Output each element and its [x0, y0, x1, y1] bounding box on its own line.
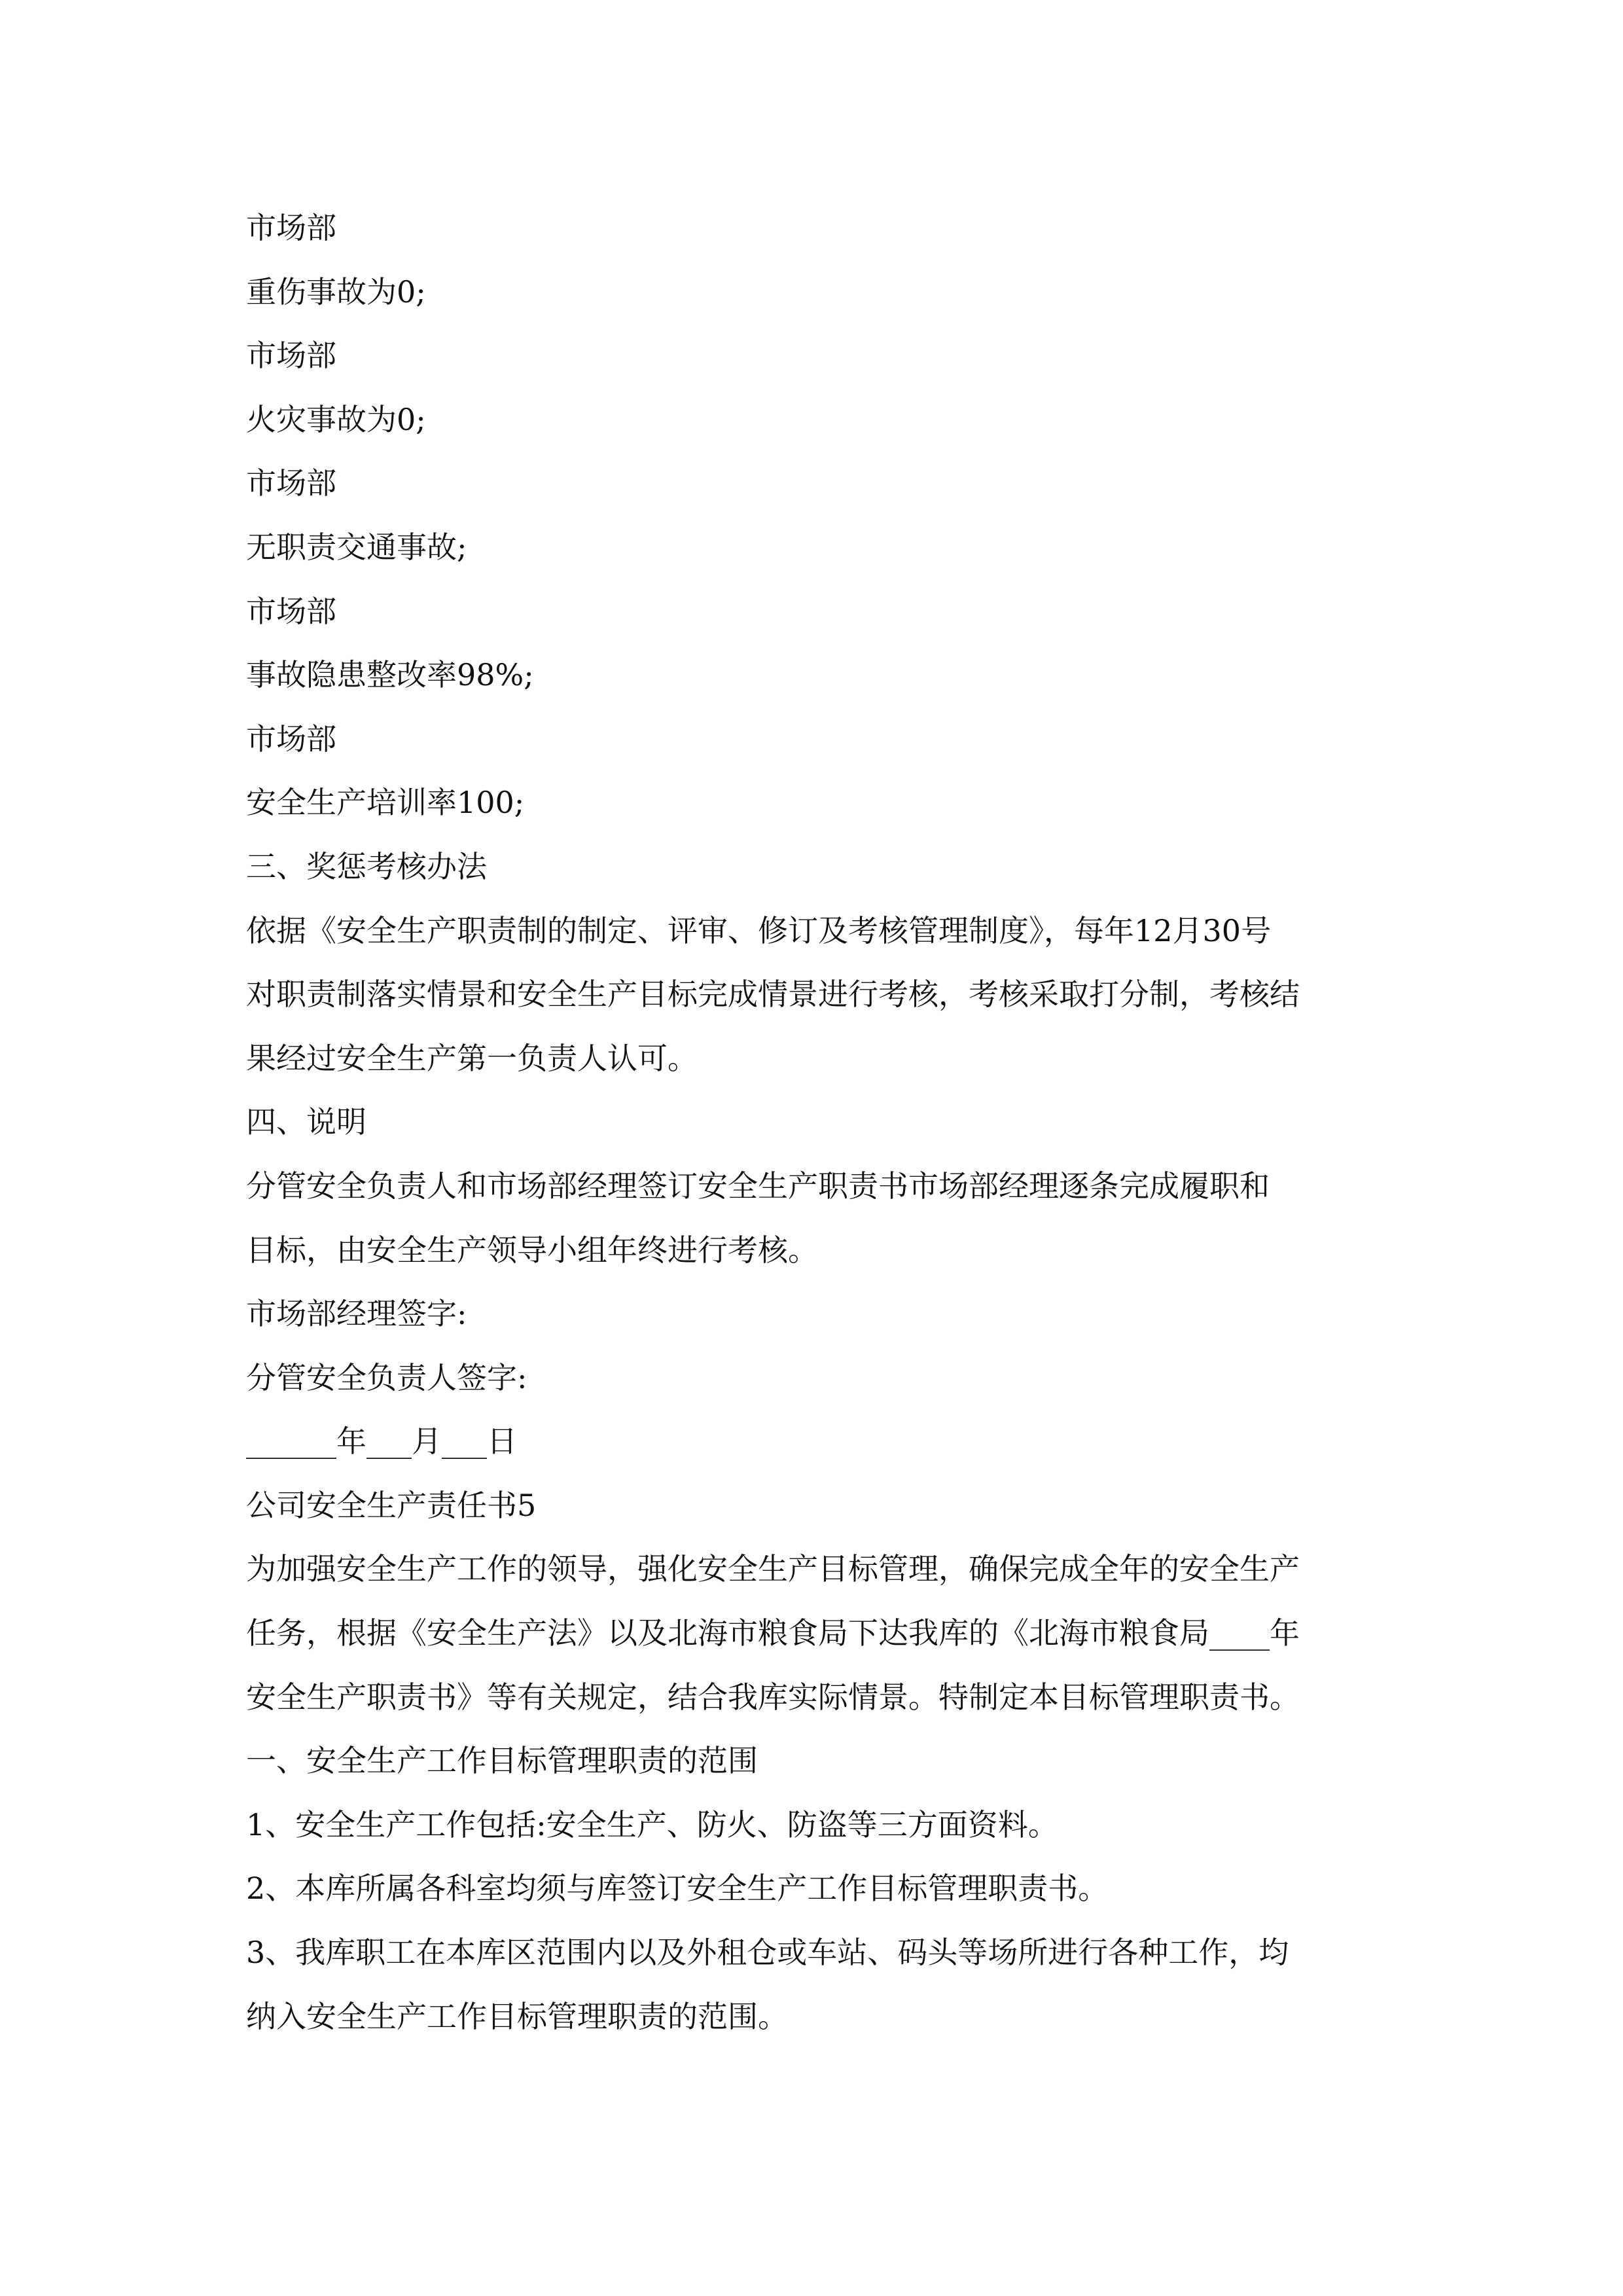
list-item: 纳入安全生产工作目标管理职责的范围。	[246, 1998, 788, 2034]
document-title: 公司安全生产责任书5	[246, 1487, 537, 1523]
paragraph-line: 任务，根据《安全生产法》以及北海市粮食局下达我库的《北海市粮食局____年	[246, 1615, 1300, 1651]
text-line: 市场部	[246, 338, 336, 374]
text-line: 市场部	[246, 593, 336, 629]
text-line: 市场部	[246, 721, 336, 757]
text-line: 市场部	[246, 465, 336, 501]
paragraph-line: 依据《安全生产职责制的制定、评审、修订及考核管理制度》，每年12月30号	[246, 912, 1272, 948]
text-line: 火灾事故为0;	[246, 401, 426, 437]
paragraph-line: 对职责制落实情景和安全生产目标完成情景进行考核，考核采取打分制，考核结	[246, 977, 1300, 1013]
section-heading: 一、安全生产工作目标管理职责的范围	[246, 1743, 758, 1779]
list-item: 3、我库职工在本库区范围内以及外租仓或车站、码头等场所进行各种工作，均	[246, 1935, 1289, 1971]
text-line: 安全生产培训率100;	[246, 785, 525, 821]
list-item: 2、本库所属各科室均须与库签订安全生产工作目标管理职责书。	[246, 1871, 1109, 1907]
date-line: ______年___月___日	[246, 1424, 517, 1460]
text-line: 市场部	[246, 210, 336, 245]
text-line: 重伤事故为0;	[246, 274, 426, 310]
section-heading: 四、说明	[246, 1104, 366, 1140]
paragraph-line: 果经过安全生产第一负责人认可。	[246, 1040, 698, 1076]
text-line: 无职责交通事故;	[246, 529, 467, 565]
section-heading: 三、奖惩考核办法	[246, 848, 487, 884]
signature-label: 分管安全负责人签字:	[246, 1359, 527, 1395]
paragraph-line: 分管安全负责人和市场部经理签订安全生产职责书市场部经理逐条完成履职和	[246, 1168, 1270, 1204]
signature-label: 市场部经理签字:	[246, 1296, 467, 1332]
list-item: 1、安全生产工作包括:安全生产、防火、防盗等三方面资料。	[246, 1806, 1058, 1842]
paragraph-line: 目标，由安全生产领导小组年终进行考核。	[246, 1232, 818, 1268]
document-body	[246, 196, 1378, 2049]
paragraph-line: 安全生产职责书》等有关规定，结合我库实际情景。特制定本目标管理职责书。	[246, 1679, 1300, 1715]
text-line: 事故隐患整改率98%;	[246, 657, 534, 693]
paragraph-line: 为加强安全生产工作的领导，强化安全生产目标管理，确保完成全年的安全生产	[246, 1551, 1300, 1587]
